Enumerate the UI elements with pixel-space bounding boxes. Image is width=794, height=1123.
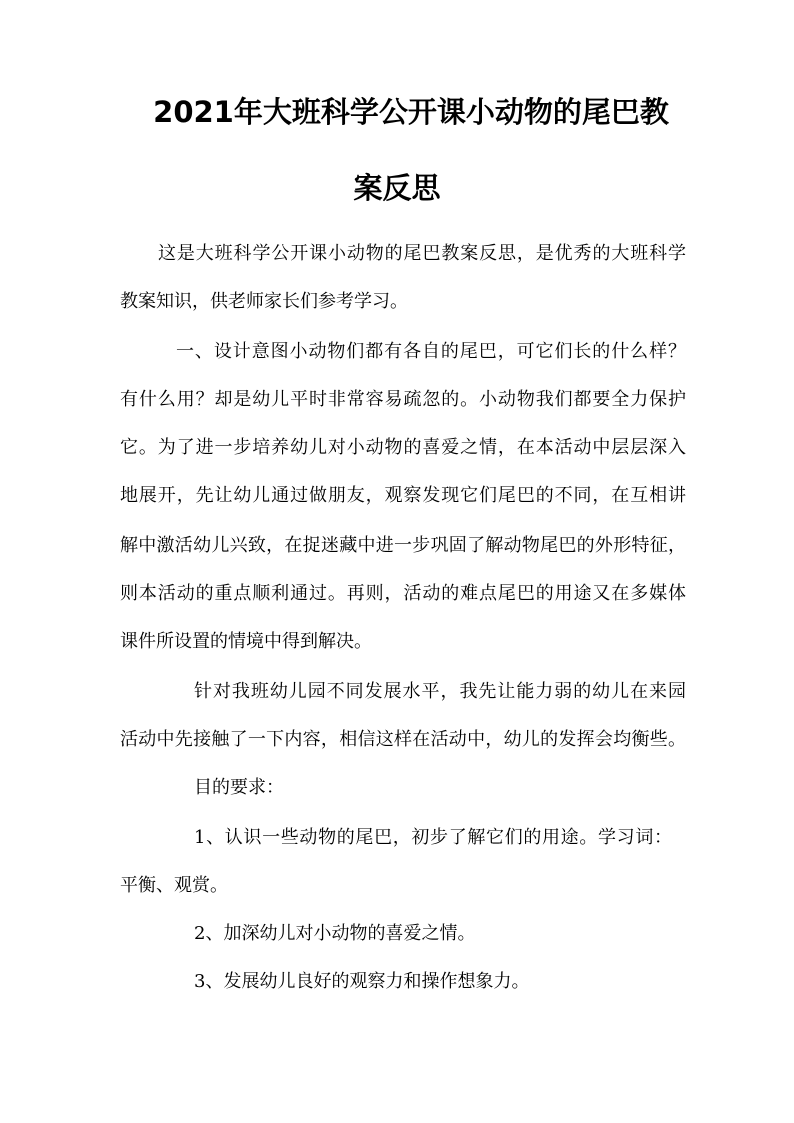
requirement-1-line-2: 平衡、观赏。 [120,875,228,896]
paragraph-design-line-2: 有什么用？却是幼儿平时非常容易疏忽的。小动物我们都要全力保护 [120,389,686,410]
requirement-3: 3、发展幼儿良好的观察力和操作想象力。 [194,971,530,992]
paragraph-level-line-2: 活动中先接触了一下内容，相信这样在活动中，幼儿的发挥会均衡些。 [120,729,686,750]
requirements-heading: 目的要求： [194,777,284,798]
paragraph-design-line-4: 地展开，先让幼儿通过做朋友，观察发现它们尾巴的不同，在互相讲 [120,485,686,506]
paragraph-design-line-6: 则本活动的重点顺利通过。再则，活动的难点尾巴的用途又在多媒体 [120,583,686,604]
requirement-2: 2、加深幼儿对小动物的喜爱之情。 [194,923,476,944]
paragraph-design-line-5: 解中激活幼儿兴致，在捉迷藏中进一步巩固了解动物尾巴的外形特征， [120,535,686,556]
paragraph-design-line-3: 它。为了进一步培养幼儿对小动物的喜爱之情，在本活动中层层深入 [120,437,686,458]
paragraph-intro-line-1: 这是大班科学公开课小动物的尾巴教案反思，是优秀的大班科学 [158,243,686,264]
document-title-line-1: 2021年大班科学公开课小动物的尾巴教 [153,95,669,129]
paragraph-intro-line-2: 教案知识，供老师家长们参考学习。 [120,291,408,312]
requirement-1-line-1: 1、认识一些动物的尾巴，初步了解它们的用途。学习词： [194,827,672,848]
document-title-line-2: 案反思 [353,171,441,205]
paragraph-level-line-1: 针对我班幼儿园不同发展水平，我先让能力弱的幼儿在来园 [194,681,686,702]
paragraph-design-line-7: 课件所设置的情境中得到解决。 [120,631,372,652]
paragraph-design-line-1: 一、设计意图小动物们都有各自的尾巴，可它们长的什么样？ [176,341,686,362]
